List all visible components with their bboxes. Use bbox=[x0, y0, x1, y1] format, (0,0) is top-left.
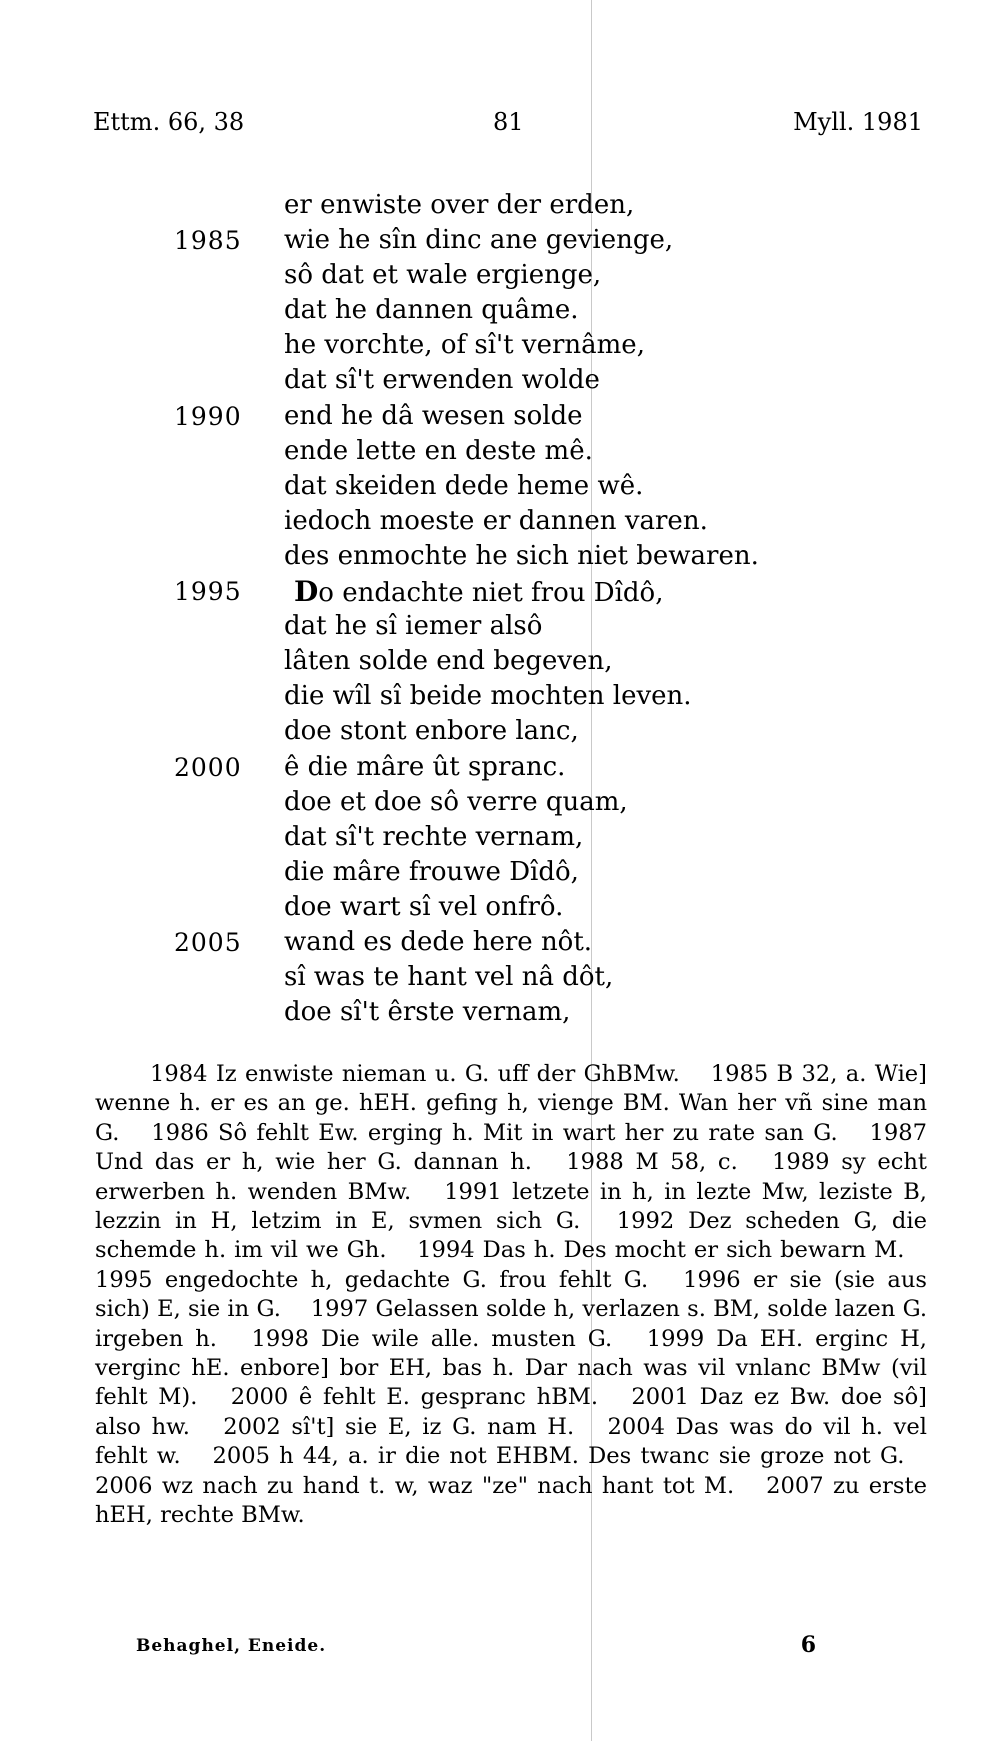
verse-text: iedoch moeste er dannen varen. bbox=[284, 505, 708, 536]
verse-line bbox=[0, 469, 1000, 504]
verse-line bbox=[0, 714, 1000, 749]
apparatus-entry: 2000 ê fehlt E. gespranc hBM. bbox=[230, 1384, 599, 1411]
sheet-signature: 6 bbox=[800, 1632, 816, 1658]
apparatus-entry: 1985 B 32, a. Wie] wenne h. er es an ge. hEH. gefing h, vienge BM. Wan her vñ sine man G. bbox=[95, 1061, 927, 1146]
verse-line bbox=[0, 960, 1000, 995]
verse-line bbox=[0, 995, 1000, 1030]
verse-line bbox=[0, 188, 1000, 223]
verse-line bbox=[0, 328, 1000, 363]
apparatus-entry: 1996 er sie (sie aus sich) E, sie in G. bbox=[95, 1266, 927, 1323]
verse-line bbox=[0, 258, 1000, 293]
verse-text: die wîl sî beide mochten leven. bbox=[284, 681, 692, 712]
page-footer bbox=[136, 1632, 816, 1666]
verse-text: doe sî't êrste vernam, bbox=[284, 997, 571, 1028]
verse-text: dat he sî iemer alsô bbox=[284, 611, 543, 642]
verse-line bbox=[0, 504, 1000, 539]
verse-number: 1990 bbox=[174, 401, 242, 431]
verse-line bbox=[0, 574, 1000, 609]
verse-text: sô dat et wale ergienge, bbox=[284, 260, 602, 291]
apparatus-entry: 1991 letzete in h, in lezte Mw, leziste B, lezzin in H, letzim in E, svmen sich G. bbox=[95, 1178, 927, 1235]
verse-text: wie he sîn dinc ane gevienge, bbox=[284, 225, 674, 256]
verse-text: he vorchte, of sî't vernâme, bbox=[284, 330, 645, 361]
verse-text: wand es dede here nôt. bbox=[284, 926, 593, 957]
verse-text: doe wart sî vel onfrô. bbox=[284, 891, 564, 922]
verse-text: ê die mâre ût spranc. bbox=[284, 751, 566, 782]
apparatus-entry: 2005 h 44, a. ir die not EHBM. Des twanc sie groze not G. bbox=[212, 1443, 905, 1470]
verse-text: er enwiste over der erden, bbox=[284, 190, 635, 220]
verse-line bbox=[0, 750, 1000, 785]
apparatus-entry: 1992 Dez scheden G, die schemde h. im vil we Gh. bbox=[95, 1208, 927, 1264]
verse-text: des enmochte he sich niet bewaren. bbox=[284, 540, 759, 571]
verse-number: 2005 bbox=[174, 927, 242, 957]
apparatus-entry: 1995 engedochte h, gedachte G. frou fehlt G. bbox=[95, 1266, 649, 1293]
apparatus-entry: 1986 Sô fehlt Ew. erging h. Mit in wart her zu rate san G. bbox=[151, 1119, 838, 1146]
critical-apparatus bbox=[95, 1060, 927, 1531]
verse-line bbox=[0, 223, 1000, 258]
header-myller-ref: Myll. 1981 bbox=[793, 108, 923, 136]
verse-line bbox=[0, 785, 1000, 820]
verse-text bbox=[294, 574, 663, 611]
apparatus-entry: 2006 wz nach zu hand t. w, waz "ze" nach hant tot M. bbox=[95, 1472, 735, 1499]
verse-text: dat sî't rechte vernam, bbox=[284, 821, 584, 852]
verse-line bbox=[0, 609, 1000, 644]
verse-number: 1995 bbox=[174, 577, 242, 607]
verse-line bbox=[0, 399, 1000, 434]
verse-text-rest: o endachte niet frou Dîdô, bbox=[318, 578, 664, 609]
verse-initial: D bbox=[294, 575, 319, 609]
verse-line bbox=[0, 890, 1000, 925]
apparatus-entry: 1989 sy echt erwerben h. wenden BMw. bbox=[95, 1149, 927, 1205]
verse-text: lâten solde end begeven, bbox=[284, 646, 613, 677]
verse-line bbox=[0, 293, 1000, 328]
verse-line bbox=[0, 925, 1000, 960]
verse-text: dat he dannen quâme. bbox=[284, 295, 579, 326]
apparatus-entry: 2001 Daz ez Bw. doe sô] also hw. bbox=[95, 1384, 927, 1440]
apparatus-entry: 1994 Das h. Des mocht er sich bewarn M. bbox=[417, 1237, 905, 1264]
verse-line bbox=[0, 644, 1000, 679]
apparatus-entry: 2004 Das was do vil h. vel fehlt w. bbox=[95, 1413, 928, 1470]
verse-text: end he dâ wesen solde bbox=[284, 400, 583, 431]
verse-line bbox=[0, 855, 1000, 890]
verse-line bbox=[0, 363, 1000, 398]
verse-line bbox=[0, 820, 1000, 855]
verse-text: sî was te hant vel nâ dôt, bbox=[284, 962, 614, 993]
apparatus-entry: 2007 zu erste hEH, rechte BMw. bbox=[95, 1472, 927, 1529]
header-ettmueller-ref: Ettm. 66, 38 bbox=[93, 108, 245, 136]
page-number: 81 bbox=[493, 108, 524, 136]
apparatus-entry: 1988 M 58, c. bbox=[566, 1149, 738, 1176]
verse-text: dat sî't erwenden wolde bbox=[284, 365, 600, 396]
verse-text: doe stont enbore lanc, bbox=[284, 716, 579, 747]
apparatus-entry: 1984 Iz enwiste nieman u. G. uff der GhBMw. bbox=[150, 1061, 680, 1087]
verse-text: die mâre frouwe Dîdô, bbox=[284, 856, 579, 887]
verse-line bbox=[0, 539, 1000, 574]
verse-number: 1985 bbox=[174, 226, 242, 256]
apparatus-entry: 1987 Und das er h, wie her G. dannan h. bbox=[95, 1119, 927, 1176]
verse-number: 2000 bbox=[174, 752, 242, 782]
verse-text: doe et doe sô verre quam, bbox=[284, 786, 628, 817]
apparatus-paragraph bbox=[95, 1060, 927, 1531]
running-header bbox=[93, 108, 923, 142]
verse-text: dat skeiden dede heme wê. bbox=[284, 470, 644, 501]
apparatus-entry: 2002 sî't] sie E, iz G. nam H. bbox=[223, 1413, 575, 1440]
apparatus-entry: 1999 Da EH. erginc H, verginc hE. enbore] bor EH, bas h. Dar nach was vil vnlanc BMw (vil fehlt M). bbox=[95, 1325, 927, 1411]
verse-text: ende lette en deste mê. bbox=[284, 435, 593, 466]
footer-author-title: Behaghel, Eneide. bbox=[136, 1636, 327, 1656]
apparatus-entry: 1997 Gelassen solde h, verlazen s. BM, solde lazen G. irgeben h. bbox=[95, 1296, 927, 1352]
verse-line bbox=[0, 434, 1000, 469]
verse-block bbox=[0, 188, 1000, 1030]
apparatus-entry: 1998 Die wile alle. musten G. bbox=[251, 1325, 613, 1352]
verse-line bbox=[0, 679, 1000, 714]
